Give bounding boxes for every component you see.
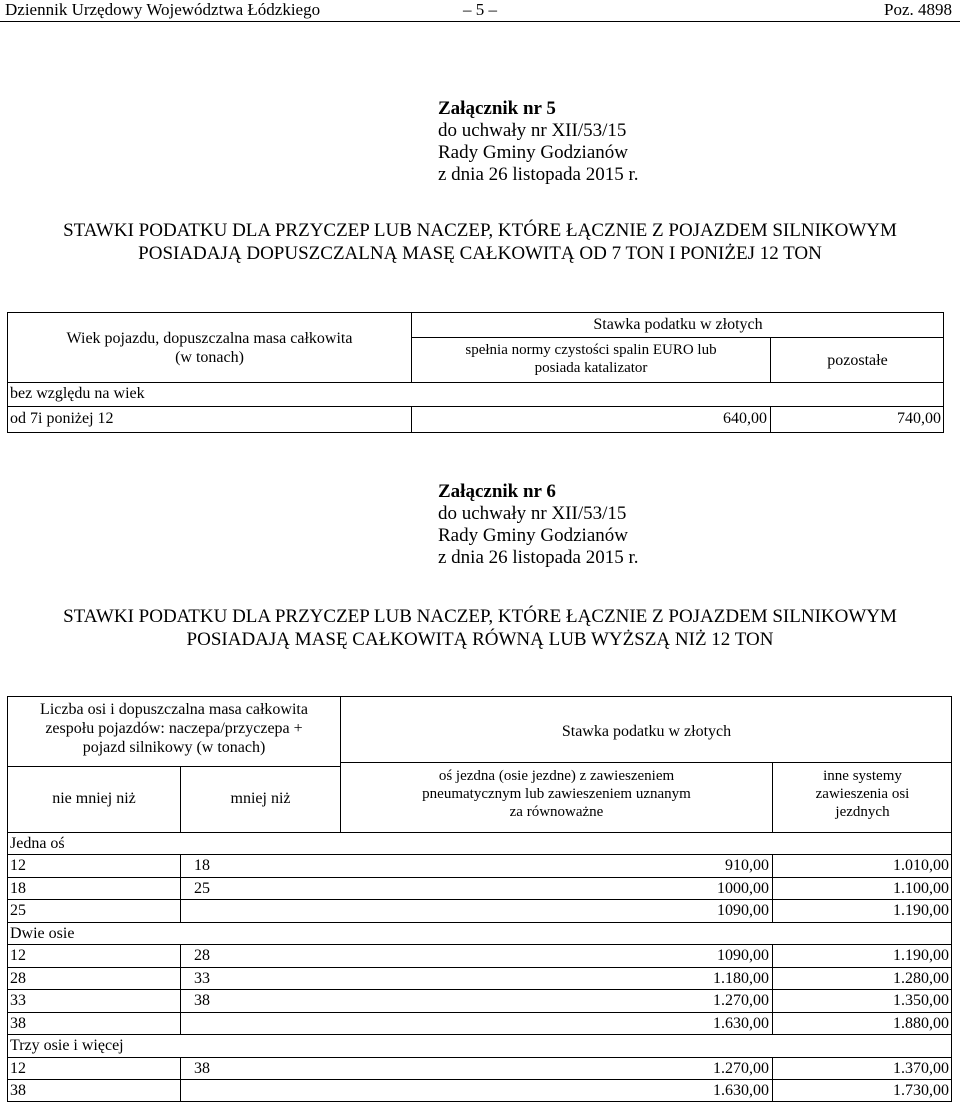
table-5-title — [0, 219, 960, 265]
header-divider — [0, 21, 960, 22]
journal-title: Dziennik Urzędowy Województwa Łódzkiego — [5, 0, 321, 19]
table-6-other-header — [773, 767, 952, 821]
table-5-row-euro: 640,00 — [723, 410, 767, 427]
row-other-rate: 1.350,00 — [893, 992, 949, 1009]
annex-5-date: z dnia 26 listopada 2015 r. — [438, 164, 639, 185]
row-from: 12 — [10, 1060, 26, 1077]
row-other-rate: 1.010,00 — [893, 857, 949, 874]
row-other-rate: 1.730,00 — [893, 1082, 949, 1099]
table-6-other-header-line-3: jezdnych — [835, 804, 890, 820]
row-to: 38 — [194, 1060, 210, 1077]
group-label: Dwie osie — [10, 925, 75, 942]
table-6-divider — [7, 944, 952, 945]
table-6-less-header: mniej niż — [230, 790, 291, 807]
annex-5-heading: Załącznik nr 5 — [438, 98, 556, 119]
row-to: 33 — [194, 970, 210, 987]
table-6-divider — [180, 944, 181, 1034]
table-6-divider — [772, 854, 773, 922]
group-label: Trzy osie i więcej — [10, 1037, 124, 1054]
row-to: 28 — [194, 947, 210, 964]
table-5-euro-header-line-2: posiada katalizator — [534, 360, 648, 376]
page-number: – 5 – — [463, 0, 497, 19]
position-number: Poz. 4898 — [884, 0, 952, 19]
annex-6-council: Rady Gminy Godzianów — [438, 525, 628, 546]
annex-6-block — [438, 481, 639, 569]
table-6-divider — [7, 1034, 952, 1035]
row-pneumatic-rate: 1090,00 — [717, 947, 769, 964]
table-5-title-line-2: POSIADAJĄ DOPUSZCZALNĄ MASĘ CAŁKOWITĄ OD 7 TON I PONIŻEJ 12 TON — [138, 243, 822, 264]
row-other-rate: 1.100,00 — [893, 880, 949, 897]
table-5-other-header: pozostałe — [827, 352, 888, 369]
table-6-divider — [7, 766, 340, 767]
table-6-divider — [7, 1012, 952, 1013]
table-6-axle-header-line-2: zespołu pojazdów: naczepa/przyczepa + — [45, 720, 303, 737]
table-5-euro-header-line-1: spełnia normy czystości spalin EURO lub — [465, 342, 717, 358]
table-5-row-label: od 7i poniżej 12 — [10, 410, 114, 427]
table-6-title-line-2: POSIADAJĄ MASĘ CAŁKOWITĄ RÓWNĄ LUB WYŻSZĄ NIŻ 12 TON — [186, 629, 774, 650]
table-5-divider — [411, 337, 944, 338]
table-6-divider — [7, 877, 952, 878]
table-5-row-other: 740,00 — [897, 410, 941, 427]
table-5-title-line-1: STAWKI PODATKU DLA PRZYCZEP LUB NACZEP, KTÓRE ŁĄCZNIE Z POJAZDEM SILNIKOWYM — [63, 220, 897, 241]
table-5-euro-header — [412, 341, 770, 377]
row-from: 12 — [10, 947, 26, 964]
table-6-divider — [180, 854, 181, 922]
annex-6-resolution: do uchwały nr XII/53/15 — [438, 503, 627, 524]
row-to: 38 — [194, 992, 210, 1009]
row-from: 38 — [10, 1082, 26, 1099]
table-6-divider — [7, 854, 952, 855]
table-5-col1-header-line-2: (w tonach) — [175, 349, 244, 366]
table-5-divider — [7, 382, 944, 383]
table-6-divider — [7, 899, 952, 900]
row-to: 25 — [194, 880, 210, 897]
row-from: 28 — [10, 970, 26, 987]
annex-6-date: z dnia 26 listopada 2015 r. — [438, 547, 639, 568]
table-6-divider — [7, 1079, 952, 1080]
row-pneumatic-rate: 1.630,00 — [713, 1082, 769, 1099]
table-6-pneumatic-header-line-2: pneumatycznym lub zawieszeniem uznanym — [422, 786, 691, 802]
row-pneumatic-rate: 1.270,00 — [713, 1060, 769, 1077]
group-label: Jedna oś — [10, 835, 65, 852]
row-pneumatic-rate: 1.630,00 — [713, 1015, 769, 1032]
table-5-section-label: bez względu na wiek — [10, 385, 145, 402]
table-6-divider — [340, 762, 952, 763]
row-other-rate: 1.280,00 — [893, 970, 949, 987]
table-5-col1-header — [8, 329, 411, 367]
table-6-divider — [772, 1057, 773, 1102]
table-6-pneumatic-header-line-3: za równoważne — [509, 804, 604, 820]
table-6-other-header-line-2: zawieszenia osi — [815, 786, 910, 802]
table-6-title-line-1: STAWKI PODATKU DLA PRZYCZEP LUB NACZEP, KTÓRE ŁĄCZNIE Z POJAZDEM SILNIKOWYM — [63, 606, 897, 627]
annex-6-heading: Załącznik nr 6 — [438, 481, 556, 502]
row-from: 33 — [10, 992, 26, 1009]
table-6-divider — [772, 944, 773, 1034]
row-other-rate: 1.880,00 — [893, 1015, 949, 1032]
table-5-divider — [7, 406, 944, 407]
row-pneumatic-rate: 1.270,00 — [713, 992, 769, 1009]
table-5-rate-header: Stawka podatku w złotych — [593, 316, 763, 333]
annex-5-resolution: do uchwały nr XII/53/15 — [438, 120, 627, 141]
table-6-rate-header: Stawka podatku w złotych — [561, 723, 732, 740]
row-from: 18 — [10, 880, 26, 897]
table-6-pneumatic-header — [341, 767, 772, 821]
table-5-col1-header-line-1: Wiek pojazdu, dopuszczalna masa całkowita — [66, 330, 353, 347]
table-6-not-less-header: nie mniej niż — [52, 790, 136, 807]
table-6-divider — [7, 832, 952, 833]
table-6-axle-header-line-3: pojazd silnikowy (w tonach) — [82, 739, 266, 756]
row-pneumatic-rate: 1000,00 — [717, 880, 769, 897]
table-6-axle-header-line-1: Liczba osi i dopuszczalna masa całkowita — [40, 701, 308, 718]
table-6-axle-header — [8, 700, 340, 757]
table-6-divider — [7, 989, 952, 990]
table-6-divider — [180, 1057, 181, 1102]
row-from: 25 — [10, 902, 26, 919]
row-other-rate: 1.190,00 — [893, 947, 949, 964]
table-6-title — [0, 605, 960, 651]
annex-5-block — [438, 98, 639, 186]
row-pneumatic-rate: 1090,00 — [717, 902, 769, 919]
row-from: 12 — [10, 857, 26, 874]
table-6-divider — [7, 1057, 952, 1058]
table-6-other-header-line-1: inne systemy — [823, 768, 902, 784]
row-from: 38 — [10, 1015, 26, 1032]
annex-5-council: Rady Gminy Godzianów — [438, 142, 628, 163]
table-6-pneumatic-header-line-1: oś jezdna (osie jezdne) z zawieszeniem — [438, 768, 675, 784]
row-pneumatic-rate: 910,00 — [725, 857, 769, 874]
table-6-divider — [7, 967, 952, 968]
table-6-divider — [7, 922, 952, 923]
row-other-rate: 1.190,00 — [893, 902, 949, 919]
row-other-rate: 1.370,00 — [893, 1060, 949, 1077]
page-header — [0, 0, 960, 20]
row-pneumatic-rate: 1.180,00 — [713, 970, 769, 987]
row-to: 18 — [194, 857, 210, 874]
